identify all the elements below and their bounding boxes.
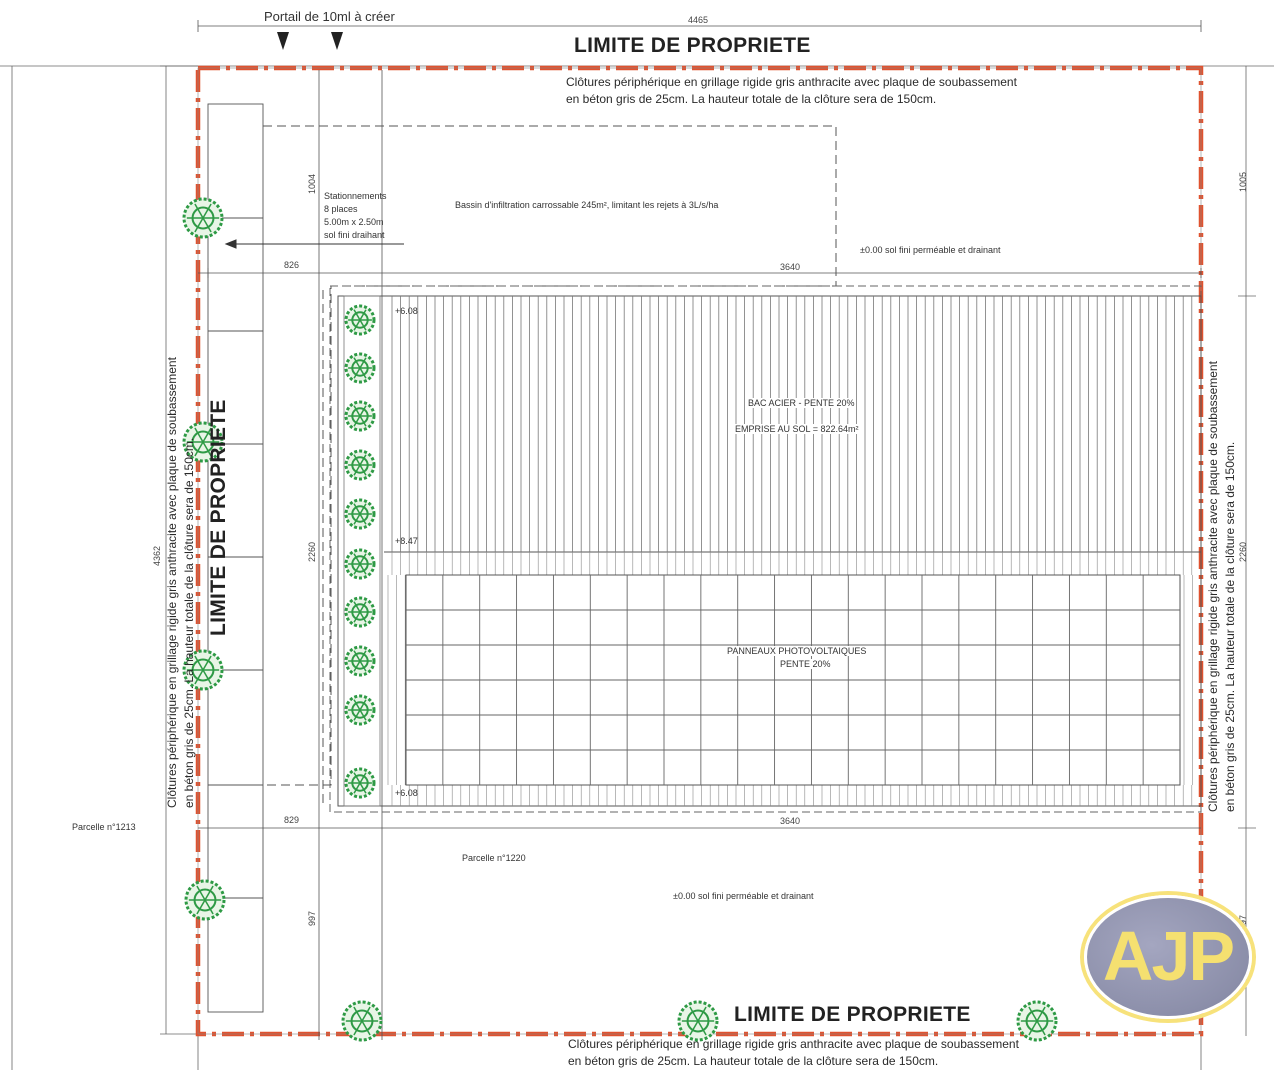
fence-note-right-line1: Clôtures périphérique en grillage rigide gris anthracite avec plaque de soubassement bbox=[1206, 361, 1220, 812]
dim-upper-right-span: 3640 bbox=[780, 262, 801, 272]
ajp-logo bbox=[1084, 895, 1252, 1019]
ajp-logo-text: AJP bbox=[1102, 917, 1234, 995]
fence-note-bottom-line2: en béton gris de 25cm. La hauteur totale de la clôture sera de 150cm. bbox=[568, 1054, 939, 1068]
tree-icon bbox=[346, 696, 374, 724]
tree-icon bbox=[186, 881, 224, 919]
parcel-1213-label: Parcelle n°1213 bbox=[72, 822, 136, 832]
tree-icon bbox=[346, 402, 374, 430]
parking-label-1: Stationnements bbox=[324, 191, 387, 201]
pv-label-1: PANNEAUX PHOTOVOLTAIQUES bbox=[727, 646, 867, 656]
fence-note-bottom-line1: Clôtures périphérique en grillage rigide gris anthracite avec plaque de soubassement bbox=[568, 1037, 1019, 1051]
dim-lower-left-span: 829 bbox=[284, 815, 300, 825]
overall-width-dimension: 4465 bbox=[688, 15, 709, 25]
tree-icon bbox=[346, 306, 374, 334]
tree-icon bbox=[346, 598, 374, 626]
fence-note-top-line2: en béton gris de 25cm. La hauteur totale de la clôture sera de 150cm. bbox=[566, 92, 937, 106]
tree-icon bbox=[679, 1002, 717, 1040]
dim-upper-left-span: 826 bbox=[284, 260, 300, 270]
dim-bottom-left-inner: 997 bbox=[307, 910, 317, 926]
tree-icon bbox=[346, 769, 374, 797]
limit-top-label: LIMITE DE PROPRIETE bbox=[574, 34, 811, 57]
dim-left-height: 4362 bbox=[152, 545, 162, 566]
parking-label-3: 5.00m x 2.50m bbox=[324, 217, 384, 227]
pv-label-2: PENTE 20% bbox=[780, 659, 831, 669]
fence-note-right-line2: en béton gris de 25cm. La hauteur totale de la clôture sera de 150cm. bbox=[1223, 441, 1237, 812]
tree-icon bbox=[343, 1002, 381, 1040]
gate-label: Portail de 10ml à créer bbox=[264, 9, 395, 24]
roof-label-1: BAC ACIER - PENTE 20% bbox=[748, 398, 855, 408]
tree-icon bbox=[1018, 1002, 1056, 1040]
fence-note-left-line1: Clôtures périphérique en grillage rigide gris anthracite avec plaque de soubassement bbox=[165, 357, 179, 808]
tree-icon bbox=[346, 550, 374, 578]
level-mid: +8.47 bbox=[395, 536, 418, 546]
level-bottom: +6.08 bbox=[395, 788, 418, 798]
tree-icon bbox=[346, 451, 374, 479]
basin-label: Bassin d'infiltration carrossable 245m², limitant les rejets à 3L/s/ha bbox=[455, 200, 719, 210]
tree-icon bbox=[184, 199, 222, 237]
dim-top-right: 1005 bbox=[1238, 171, 1248, 192]
parking-label-4: sol fini draihant bbox=[324, 230, 385, 240]
limit-bottom-label: LIMITE DE PROPRIETE bbox=[734, 1003, 971, 1026]
dim-top-left-inner: 1004 bbox=[307, 173, 317, 194]
dim-lower-right-span: 3640 bbox=[780, 816, 801, 826]
dim-bottom-right: 997 bbox=[1238, 914, 1248, 930]
fence-note-top-line1: Clôtures périphérique en grillage rigide gris anthracite avec plaque de soubassement bbox=[566, 75, 1017, 89]
tree-icon bbox=[346, 647, 374, 675]
dim-mid-left-inner: 2260 bbox=[307, 541, 317, 562]
soil-label-top: ±0.00 sol fini perméable et drainant bbox=[860, 245, 1001, 255]
level-top: +6.08 bbox=[395, 306, 418, 316]
gate-arrow-left bbox=[277, 32, 289, 50]
gate-arrow-right bbox=[331, 32, 343, 50]
dim-mid-right: 2260 bbox=[1238, 541, 1248, 562]
roof-label-2: EMPRISE AU SOL = 822.64m² bbox=[735, 424, 859, 434]
tree-icon bbox=[346, 500, 374, 528]
tree-icon bbox=[346, 354, 374, 382]
fence-note-left-line2: en béton gris de 25cm. La hauteur totale de la clôture sera de 150cm. bbox=[182, 437, 196, 808]
parcel-1220-label: Parcelle n°1220 bbox=[462, 853, 526, 863]
parking-label-2: 8 places bbox=[324, 204, 358, 214]
limit-left-label: LIMITE DE PROPRIETE bbox=[207, 399, 230, 636]
soil-label-bottom: ±0.00 sol fini perméable et drainant bbox=[673, 891, 814, 901]
